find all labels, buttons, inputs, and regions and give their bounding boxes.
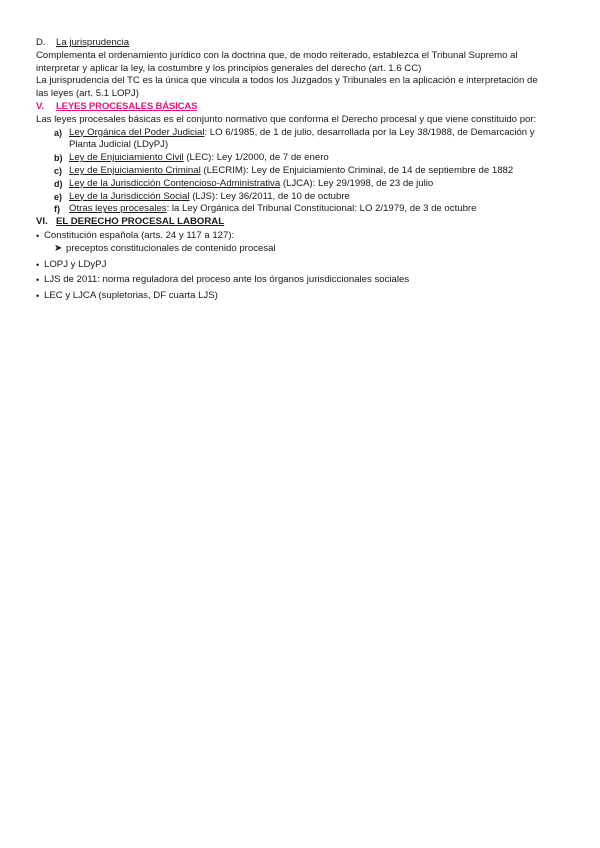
list-item [54, 165, 556, 178]
bullet-text: LJS de 2011: norma reguladora del proceso ante los órganos jurisdiccionales sociales [44, 274, 410, 286]
law-link: Ley de la Jurisdicción Social [69, 190, 190, 202]
arrow-bullet-icon: ➤ [54, 242, 63, 254]
section-v-number: V. [36, 100, 44, 112]
section-d-paragraph-1-line-2: interpretar y aplicar la ley, la costumbre y los principios generales del derecho (art. 1.6 CC) [36, 62, 422, 74]
law-link: Ley de la Jurisdicción Contencioso-Administrativa [69, 177, 281, 189]
bullet-item [36, 259, 556, 272]
section-v-heading [36, 101, 556, 114]
law-link: Ley de Enjuiciamiento Criminal [69, 164, 201, 176]
law-link: Otras leyes procesales [69, 203, 167, 215]
list-item [54, 203, 556, 216]
list-item [54, 191, 556, 204]
list-item-label: d) [54, 178, 63, 189]
section-d-paragraph-2-line-2: las leyes (art. 5.1 LOPJ) [36, 88, 139, 100]
section-vi-title: EL DERECHO PROCESAL LABORAL [56, 216, 225, 228]
list-item-text: : la Ley Orgánica del Tribunal Constitucional: LO 2/1979, de 3 de octubre [166, 203, 477, 215]
list-item-label: c) [54, 165, 63, 176]
section-v-intro: Las leyes procesales básicas es el conjunto normativo que conforma el Derecho procesal y que viene constituido por: [36, 113, 537, 125]
bullet-item [36, 230, 556, 243]
bullet-item [36, 274, 556, 287]
bullet-item [36, 290, 556, 303]
section-vi-number: VI. [36, 216, 48, 228]
section-d-title: La jurisprudencia [56, 37, 130, 48]
list-item [54, 127, 556, 140]
list-item-label: b) [54, 153, 63, 164]
list-item [54, 178, 556, 191]
list-item-text: : LO 6/1985, de 1 de julio, desarrollada por la Ley 38/1988, de Demarcación y [204, 126, 535, 138]
bullet-icon: • [36, 230, 40, 241]
section-d-letter: D. [36, 37, 46, 48]
list-item-text: (LEC): Ley 1/2000, de 7 de enero [183, 152, 329, 164]
bullet-icon: • [36, 275, 40, 286]
section-d-paragraph-1-line-1: Complementa el ordenamiento jurídico con la doctrina que, de modo reiterado, establezca el Tribunal Supremo al [36, 49, 518, 61]
list-item-label: f) [54, 204, 60, 215]
bullet-icon: • [36, 291, 40, 302]
bullet-text: LOPJ y LDyPJ [44, 258, 107, 270]
bullet-icon: • [36, 259, 40, 270]
section-d-paragraph-2-line-1: La jurisprudencia del TC es la única que vincula a todos los Juzgados y Tribunales en la aplicación e interpretación de [36, 75, 538, 87]
bullet-text: Constitución española (arts. 24 y 117 a 127): [44, 229, 235, 241]
section-v-title: LEYES PROCESALES BÁSICAS [56, 100, 198, 112]
law-link: Ley Orgánica del Poder Judicial [69, 126, 205, 138]
sub-bullet-item [54, 243, 556, 256]
list-item-continuation: Planta Judicial (LDyPJ) [69, 139, 169, 151]
list-item-text: (LECRIM): Ley de Enjuiciamiento Criminal, de 14 de septiembre de 1882 [200, 164, 514, 176]
section-d-heading [36, 37, 556, 50]
list-item-label: e) [54, 191, 63, 202]
list-item-label: a) [54, 127, 63, 138]
section-vi-heading [36, 216, 556, 229]
list-item-text: (LJCA): Ley 29/1998, de 23 de julio [280, 177, 434, 189]
sub-bullet-text: preceptos constitucionales de contenido procesal [66, 242, 276, 254]
document-page [36, 37, 556, 303]
list-item-text: (LJS): Ley 36/2011, de 10 de octubre [189, 190, 350, 202]
bullet-text: LEC y LJCA (supletorias, DF cuarta LJS) [44, 290, 218, 302]
list-item [54, 152, 556, 165]
law-link: Ley de Enjuiciamiento Civil [69, 152, 184, 164]
